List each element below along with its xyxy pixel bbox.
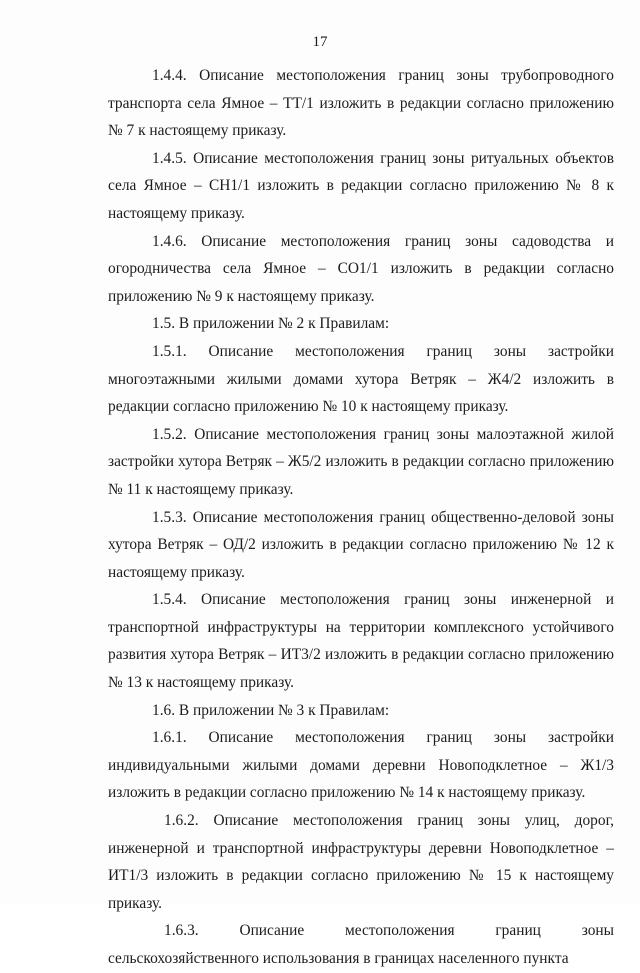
document-body	[108, 62, 614, 973]
paragraph-1-6: 1.6. В приложении № 3 к Правилам:	[152, 701, 390, 719]
paragraph-1-6-3: 1.6.3. Описание местоположения границ зоны сельскохозяйственного использования в границах населенного пункта	[108, 922, 614, 967]
paragraph-1-5-2: 1.5.2. Описание местоположения границ зоны малоэтажной жилой застройки хутора Ветряк – Ж5/2 изложить в редакции согласно приложению № 11 к настоящему приказу.	[108, 425, 614, 498]
paragraph-1-5: 1.5. В приложении № 2 к Правилам:	[152, 315, 390, 333]
paragraph-1-5-3: 1.5.3. Описание местоположения границ общественно-деловой зоны хутора Ветряк – ОД/2 изложить в редакции согласно приложению № 12 к настоящему приказу.	[108, 508, 614, 581]
paragraph-1-6-1: 1.6.1. Описание местоположения границ зоны застройки индивидуальными жилыми домами деревни Новоподклетное – Ж1/3 изложить в редакции согласно приложению № 14 к настоящему приказу.	[108, 729, 614, 802]
paragraph-1-5-1: 1.5.1. Описание местоположения границ зоны застройки многоэтажными жилыми домами хутора Ветряк – Ж4/2 изложить в редакции согласно приложению № 10 к настоящему приказу.	[108, 342, 614, 416]
paragraph-1-6-2: 1.6.2. Описание местоположения границ зоны улиц, дорог, инженерной и транспортной инфраструктуры деревни Новоподклетное – ИТ1/3 изложить в редакции согласно приложению № 15 к настоящему приказу.	[108, 812, 614, 912]
paragraph-1-5-4: 1.5.4. Описание местоположения границ зоны инженерной и транспортной инфраструктуры на территории комплексного устойчивого развития хутора Ветряк – ИТ3/2 изложить в редакции согласно приложению № 13 к настоящему приказу.	[108, 591, 614, 692]
paragraph-1-4-5: 1.4.5. Описание местоположения границ зоны ритуальных объектов села Ямное – СН1/1 изложить в редакции согласно приложению № 8 к настоящему приказу.	[108, 149, 614, 222]
page-number: 17	[312, 34, 328, 50]
paragraph-1-4-4: 1.4.4. Описание местоположения границ зоны трубопроводного транспорта села Ямное – ТТ/1 изложить в редакции согласно приложению № 7 к настоящему приказу.	[108, 67, 614, 140]
paragraph-1-4-6: 1.4.6. Описание местоположения границ зоны садоводства и огородничества села Ямное – СО1/1 изложить в редакции согласно приложению № 9 к настоящему приказу.	[108, 232, 614, 305]
